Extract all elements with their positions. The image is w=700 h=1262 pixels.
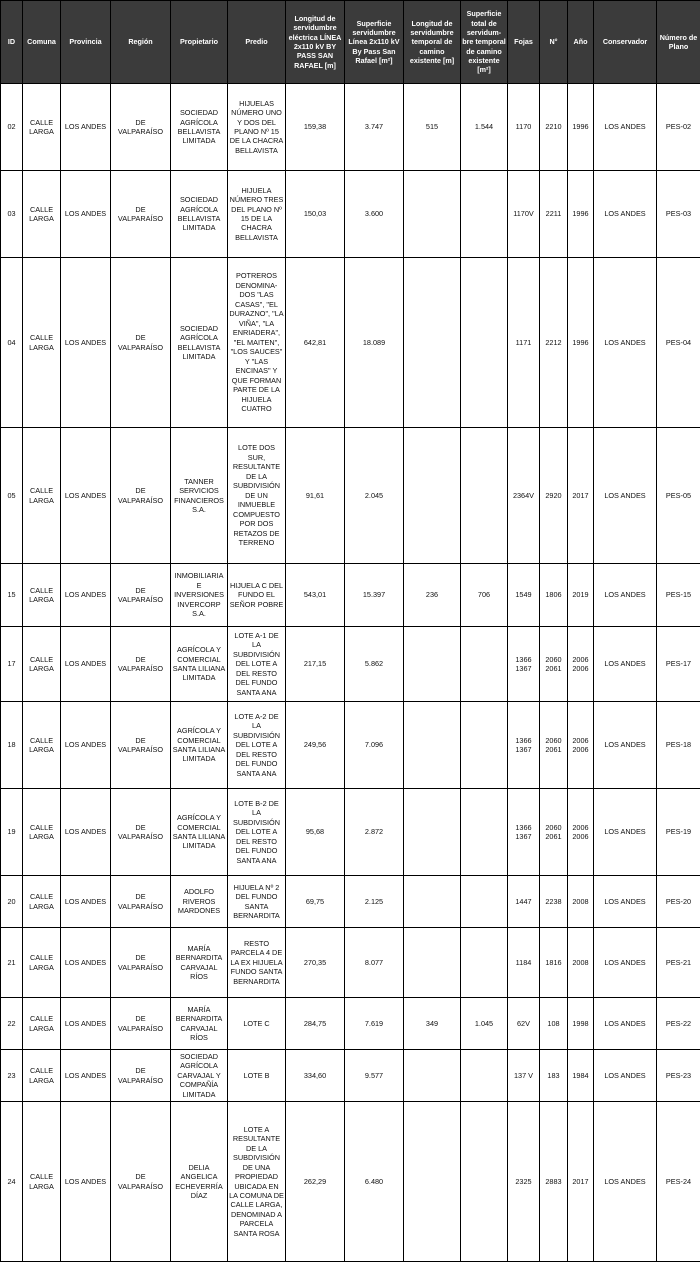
header-numero-plano: Número de Plano [657,1,700,84]
cell-provincia: LOS ANDES [61,428,111,564]
cell-long-temp: 236 [404,564,461,627]
cell-provincia: LOS ANDES [61,928,111,998]
cell-fojas: 1170 [508,84,540,171]
cell-id: 18 [1,702,23,789]
cell-region: DE VALPARAÍSO [111,789,171,876]
cell-sup-temp: 1.544 [461,84,508,171]
cell-plano: PES-24 [657,1102,700,1262]
cell-id: 22 [1,998,23,1050]
cell-superficie: 5.862 [345,627,404,702]
header-region: Región [111,1,171,84]
header-superficie-temporal: Superficie total de servidum-bre temporal de camino existente [m²] [461,1,508,84]
cell-fojas: 62V [508,998,540,1050]
cell-long-temp [404,171,461,258]
cell-anio: 1984 [568,1050,594,1102]
cell-plano: PES-17 [657,627,700,702]
cell-comuna: CALLE LARGA [23,1102,61,1262]
cell-provincia: LOS ANDES [61,702,111,789]
cell-numero: 2212 [540,258,568,428]
cell-longitud: 91,61 [286,428,345,564]
table-row [1,428,700,564]
cell-conservador: LOS ANDES [594,84,657,171]
cell-long-temp [404,627,461,702]
cell-conservador: LOS ANDES [594,702,657,789]
cell-id: 17 [1,627,23,702]
cell-numero: 2210 [540,84,568,171]
cell-predio: RESTO PARCELA 4 DE LA EX HIJUELA FUNDO SANTA BERNARDITA [228,928,286,998]
cell-anio: 2008 [568,876,594,928]
cell-fojas: 1170V [508,171,540,258]
cell-superficie: 8.077 [345,928,404,998]
cell-anio: 2006 2006 [568,789,594,876]
cell-id: 02 [1,84,23,171]
cell-plano: PES-02 [657,84,700,171]
cell-numero: 2060 2061 [540,627,568,702]
table-row [1,84,700,171]
cell-longitud: 69,75 [286,876,345,928]
cell-superficie: 2.045 [345,428,404,564]
cell-comuna: CALLE LARGA [23,789,61,876]
cell-anio: 2019 [568,564,594,627]
cell-comuna: CALLE LARGA [23,998,61,1050]
cell-provincia: LOS ANDES [61,171,111,258]
cell-id: 23 [1,1050,23,1102]
cell-region: DE VALPARAÍSO [111,702,171,789]
cell-plano: PES-19 [657,789,700,876]
cell-longitud: 159,38 [286,84,345,171]
header-comuna: Comuna [23,1,61,84]
cell-provincia: LOS ANDES [61,564,111,627]
cell-region: DE VALPARAÍSO [111,171,171,258]
cell-longitud: 95,68 [286,789,345,876]
table-row [1,1102,700,1262]
table-row [1,928,700,998]
cell-conservador: LOS ANDES [594,998,657,1050]
cell-propietario: SOCIEDAD AGRÍCOLA BELLAVISTA LIMITADA [171,171,228,258]
cell-sup-temp [461,627,508,702]
cell-long-temp [404,702,461,789]
cell-id: 20 [1,876,23,928]
cell-superficie: 3.600 [345,171,404,258]
cell-predio: HIJUELAS NÚMERO UNO Y DOS DEL PLANO Nº 15 DE LA CHACRA BELLAVISTA [228,84,286,171]
cell-id: 19 [1,789,23,876]
cell-provincia: LOS ANDES [61,1102,111,1262]
cell-sup-temp [461,171,508,258]
cell-anio: 2006 2006 [568,702,594,789]
table-row [1,702,700,789]
cell-predio: LOTE B-2 DE LA SUBDIVISIÓN DEL LOTE A DEL RESTO DEL FUNDO SANTA ANA [228,789,286,876]
cell-plano: PES-15 [657,564,700,627]
table-body [1,84,700,1262]
cell-region: DE VALPARAÍSO [111,84,171,171]
cell-provincia: LOS ANDES [61,627,111,702]
cell-comuna: CALLE LARGA [23,84,61,171]
header-predio: Predio [228,1,286,84]
cell-conservador: LOS ANDES [594,1102,657,1262]
cell-propietario: AGRÍCOLA Y COMERCIAL SANTA LILIANA LIMITADA [171,627,228,702]
cell-anio: 2017 [568,1102,594,1262]
header-conservador: Conservador [594,1,657,84]
cell-fojas: 1366 1367 [508,627,540,702]
header-anio: Año [568,1,594,84]
cell-fojas: 1171 [508,258,540,428]
cell-id: 15 [1,564,23,627]
header-id: ID [1,1,23,84]
cell-propietario: SOCIEDAD AGRÍCOLA CARVAJAL Y COMPAÑÍA LIMITADA [171,1050,228,1102]
cell-conservador: LOS ANDES [594,428,657,564]
cell-superficie: 2.125 [345,876,404,928]
cell-predio: HIJUELA C DEL FUNDO EL SEÑOR POBRE [228,564,286,627]
cell-propietario: AGRÍCOLA Y COMERCIAL SANTA LILIANA LIMITADA [171,789,228,876]
cell-long-temp: 515 [404,84,461,171]
cell-plano: PES-05 [657,428,700,564]
cell-provincia: LOS ANDES [61,998,111,1050]
cell-sup-temp [461,258,508,428]
table-row [1,998,700,1050]
cell-numero: 183 [540,1050,568,1102]
cell-sup-temp [461,428,508,564]
cell-comuna: CALLE LARGA [23,171,61,258]
header-longitud-servidumbre: Longitud de servidumbre eléctrica LÍNEA 2x110 kV BY PASS SAN RAFAEL [m] [286,1,345,84]
cell-numero: 2060 2061 [540,702,568,789]
cell-sup-temp [461,1102,508,1262]
cell-fojas: 2364V [508,428,540,564]
cell-propietario: TANNER SERVICIOS FINANCIEROS S.A. [171,428,228,564]
cell-propietario: MARÍA BERNARDITA CARVAJAL RÍOS [171,928,228,998]
cell-comuna: CALLE LARGA [23,627,61,702]
cell-plano: PES-21 [657,928,700,998]
table-row [1,627,700,702]
cell-provincia: LOS ANDES [61,876,111,928]
cell-superficie: 2.872 [345,789,404,876]
header-numero: N° [540,1,568,84]
cell-fojas: 137 V [508,1050,540,1102]
cell-propietario: AGRÍCOLA Y COMERCIAL SANTA LILIANA LIMITADA [171,702,228,789]
cell-region: DE VALPARAÍSO [111,928,171,998]
header-fojas: Fojas [508,1,540,84]
cell-longitud: 270,35 [286,928,345,998]
cell-longitud: 284,75 [286,998,345,1050]
cell-longitud: 262,29 [286,1102,345,1262]
cell-long-temp: 349 [404,998,461,1050]
cell-comuna: CALLE LARGA [23,258,61,428]
cell-longitud: 543,01 [286,564,345,627]
cell-provincia: LOS ANDES [61,258,111,428]
cell-conservador: LOS ANDES [594,564,657,627]
cell-predio: LOTE C [228,998,286,1050]
cell-superficie: 7.096 [345,702,404,789]
cell-sup-temp: 1.045 [461,998,508,1050]
cell-predio: LOTE B [228,1050,286,1102]
cell-id: 24 [1,1102,23,1262]
cell-propietario: SOCIEDAD AGRÍCOLA BELLAVISTA LIMITADA [171,258,228,428]
cell-conservador: LOS ANDES [594,876,657,928]
cell-numero: 2883 [540,1102,568,1262]
cell-id: 21 [1,928,23,998]
cell-longitud: 217,15 [286,627,345,702]
cell-long-temp [404,928,461,998]
cell-conservador: LOS ANDES [594,1050,657,1102]
cell-sup-temp [461,789,508,876]
cell-conservador: LOS ANDES [594,258,657,428]
cell-plano: PES-03 [657,171,700,258]
table-header [1,1,700,84]
cell-propietario: ADOLFO RIVEROS MARDONES [171,876,228,928]
cell-comuna: CALLE LARGA [23,1050,61,1102]
cell-superficie: 6.480 [345,1102,404,1262]
cell-region: DE VALPARAÍSO [111,428,171,564]
cell-propietario: MARÍA BERNARDITA CARVAJAL RÍOS [171,998,228,1050]
cell-predio: HIJUELA NÚMERO TRES DEL PLANO Nº 15 DE LA CHACRA BELLAVISTA [228,171,286,258]
cell-superficie: 15.397 [345,564,404,627]
cell-plano: PES-23 [657,1050,700,1102]
table-row [1,564,700,627]
cell-conservador: LOS ANDES [594,928,657,998]
cell-conservador: LOS ANDES [594,171,657,258]
cell-sup-temp: 706 [461,564,508,627]
cell-anio: 2017 [568,428,594,564]
cell-comuna: CALLE LARGA [23,876,61,928]
cell-propietario: INMOBILIARIA E INVERSIONES INVERCORP S.A. [171,564,228,627]
cell-superficie: 9.577 [345,1050,404,1102]
table-row [1,171,700,258]
cell-sup-temp [461,928,508,998]
cell-predio: LOTE DOS SUR, RESULTANTE DE LA SUBDIVISIÓN DE UN INMUEBLE COMPUESTO POR DOS RETAZOS DE TERRENO [228,428,286,564]
cell-region: DE VALPARAÍSO [111,998,171,1050]
cell-region: DE VALPARAÍSO [111,627,171,702]
cell-fojas: 1184 [508,928,540,998]
table-row [1,258,700,428]
cell-numero: 1816 [540,928,568,998]
cell-provincia: LOS ANDES [61,1050,111,1102]
cell-propietario: DELIA ANGELICA ECHEVERRÍA DÍAZ [171,1102,228,1262]
cell-numero: 1806 [540,564,568,627]
cell-superficie: 18.089 [345,258,404,428]
cell-comuna: CALLE LARGA [23,564,61,627]
cell-anio: 2006 2006 [568,627,594,702]
cell-conservador: LOS ANDES [594,789,657,876]
cell-numero: 2238 [540,876,568,928]
cell-region: DE VALPARAÍSO [111,876,171,928]
cell-long-temp [404,876,461,928]
cell-plano: PES-04 [657,258,700,428]
cell-plano: PES-20 [657,876,700,928]
cell-predio: POTREROS DENOMINA-DOS "LAS CASAS", "EL DURAZNO", "LA VIÑA", "LA ENRIADERA", "EL MAITEN", "LOS SAUCES" Y "LAS ENCINAS" Y QUE FORMAN PARTE DE LA HIJUELA CUATRO [228,258,286,428]
header-superficie-servidumbre: Superficie servidumbre Línea 2x110 kV By Pass San Rafael [m²] [345,1,404,84]
cell-predio: LOTE A-1 DE LA SUBDIVISIÓN DEL LOTE A DEL RESTO DEL FUNDO SANTA ANA [228,627,286,702]
cell-predio: HIJUELA Nº 2 DEL FUNDO SANTA BERNARDITA [228,876,286,928]
cell-comuna: CALLE LARGA [23,702,61,789]
cell-predio: LOTE A RESULTANTE DE LA SUBDIVISIÓN DE UNA PROPIEDAD UBICADA EN LA COMUNA DE CALLE LARGA, DENOMINAD A PARCELA SANTA ROSA [228,1102,286,1262]
cell-fojas: 1549 [508,564,540,627]
cell-conservador: LOS ANDES [594,627,657,702]
cell-fojas: 1447 [508,876,540,928]
cell-fojas: 1366 1367 [508,702,540,789]
cell-longitud: 334,60 [286,1050,345,1102]
cell-long-temp [404,428,461,564]
cell-long-temp [404,1050,461,1102]
table-row [1,876,700,928]
cell-predio: LOTE A-2 DE LA SUBDIVISIÓN DEL LOTE A DEL RESTO DEL FUNDO SANTA ANA [228,702,286,789]
cell-comuna: CALLE LARGA [23,928,61,998]
cell-anio: 1996 [568,171,594,258]
table-row [1,789,700,876]
cell-plano: PES-18 [657,702,700,789]
cell-longitud: 150,03 [286,171,345,258]
cell-provincia: LOS ANDES [61,84,111,171]
cell-id: 04 [1,258,23,428]
header-provincia: Provincia [61,1,111,84]
cell-numero: 108 [540,998,568,1050]
cell-region: DE VALPARAÍSO [111,1050,171,1102]
cell-numero: 2920 [540,428,568,564]
cell-comuna: CALLE LARGA [23,428,61,564]
cell-numero: 2211 [540,171,568,258]
cell-fojas: 1366 1367 [508,789,540,876]
cell-region: DE VALPARAÍSO [111,258,171,428]
cell-id: 03 [1,171,23,258]
cell-region: DE VALPARAÍSO [111,1102,171,1262]
cell-propietario: SOCIEDAD AGRÍCOLA BELLAVISTA LIMITADA [171,84,228,171]
cell-longitud: 249,56 [286,702,345,789]
cell-fojas: 2325 [508,1102,540,1262]
cell-longitud: 642,81 [286,258,345,428]
cell-long-temp [404,1102,461,1262]
cell-long-temp [404,258,461,428]
cell-anio: 1996 [568,258,594,428]
cell-sup-temp [461,876,508,928]
cell-plano: PES-22 [657,998,700,1050]
cell-superficie: 3.747 [345,84,404,171]
cell-anio: 1998 [568,998,594,1050]
cell-anio: 1996 [568,84,594,171]
cell-numero: 2060 2061 [540,789,568,876]
cell-sup-temp [461,1050,508,1102]
cell-superficie: 7.619 [345,998,404,1050]
cell-anio: 2008 [568,928,594,998]
table-row [1,1050,700,1102]
cell-long-temp [404,789,461,876]
cell-id: 05 [1,428,23,564]
cell-region: DE VALPARAÍSO [111,564,171,627]
cell-provincia: LOS ANDES [61,789,111,876]
header-propietario: Propietario [171,1,228,84]
header-longitud-temporal: Longitud de servidumbre temporal de camino existente [m] [404,1,461,84]
cell-sup-temp [461,702,508,789]
